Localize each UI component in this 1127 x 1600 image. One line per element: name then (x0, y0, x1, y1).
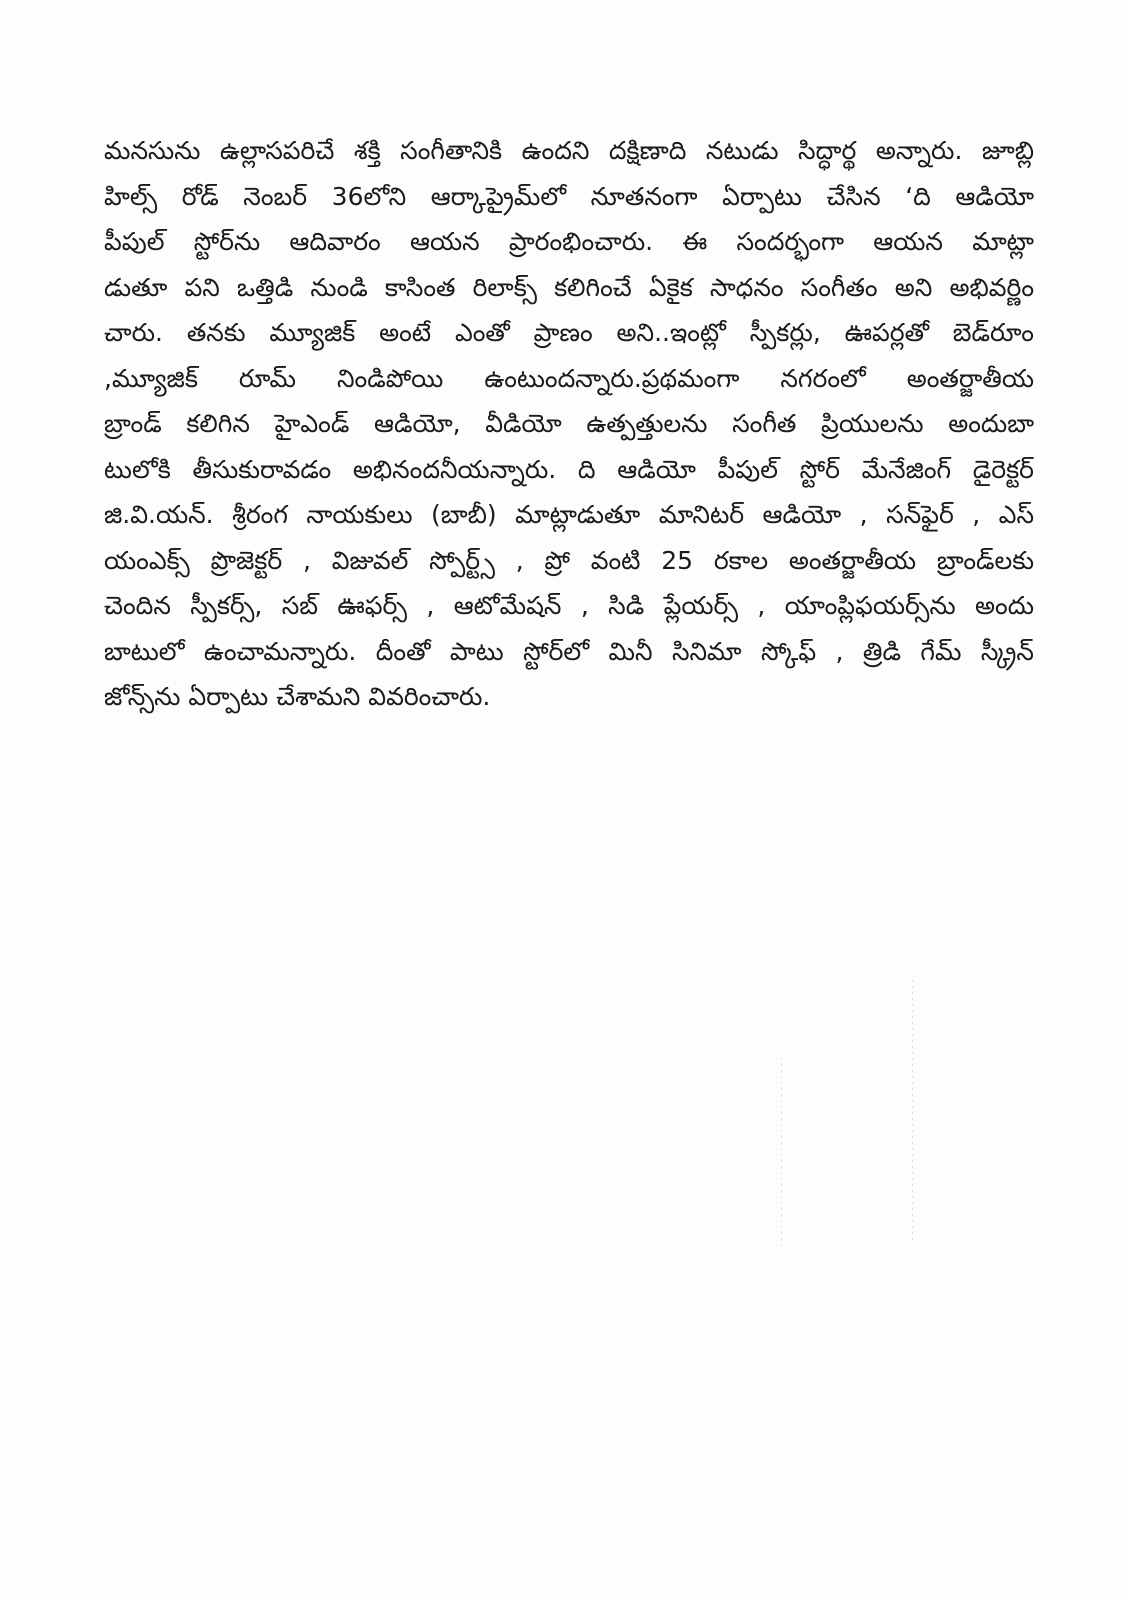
article-line-1: మనసును ఉల్లాసపరిచే శక్తి సంగీతానికి ఉందని దక్షిణాది నటుడు సిద్ధార్థ అన్నారు. జూబ్లి (104, 136, 1034, 165)
article-line-3: పీపుల్ స్టోర్‌ను ఆదివారం ఆయన ప్రారంభించారు. ఈ సందర్భంగా ఆయన మాట్లా (104, 227, 1034, 256)
article-line-13: జోన్స్‌ను ఏర్పాటు చేశామని వివరించారు. (104, 682, 491, 711)
article-line-12: బాటులో ఉంచామన్నారు. దీంతో పాటు స్టోర్‌లో మినీ సినిమా స్కోఫ్ , త్రిడి గేమ్ స్క్రీన్ (104, 636, 1034, 666)
article-line-9: జి.వి.యన్. శ్రీరంగ నాయకులు (బాబీ) మాట్లాడుతూ మానిటర్ ఆడియో , సన్‌ఫైర్ , ఎస్ (104, 500, 1034, 529)
scan-artifact-line (781, 1058, 782, 1248)
article-line-8: టులోకి తీసుకురావడం అభినందనీయన్నారు. ది ఆడియో పీపుల్ స్టోర్ మేనేజింగ్ డైరెక్టర్ (104, 454, 1034, 484)
article-line-6: ,మ్యూజిక్ రూమ్ నిండిపోయి ఉంటుందన్నారు.ప్రథమంగా నగరంలో అంతర్జాతీయ (104, 363, 1034, 393)
article-line-5: చారు. తనకు మ్యూజిక్ అంటే ఎంతో ప్రాణం అని..ఇంట్లో స్పీకర్లు, ఊపర్లతో బెడ్‌రూం (104, 318, 1034, 347)
article-line-10: యంఎక్స్ ప్రొజెక్టర్ , విజువల్ స్పోర్ట్స్ , ప్రో వంటి 25 రకాల అంతర్జాతీయ బ్రాండ్‌లకు (104, 545, 1034, 575)
article-line-2: హిల్స్ రోడ్ నెంబర్ 36లోని ఆర్కాప్రైమ్‌లో నూతనంగా ఏర్పాటు చేసిన ‘ది ఆడియో (104, 181, 1034, 211)
article-line-4: డుతూ పని ఒత్తిడి నుండి కాసింత రిలాక్స్ కలిగించే ఏకైక సాధనం సంగీతం అని అభివర్ణిం (104, 272, 1034, 302)
scan-artifact-line (912, 980, 913, 1240)
article-body (104, 128, 1034, 720)
article-line-7: బ్రాండ్ కలిగిన హైఎండ్ ఆడియో, వీడియో ఉత్పత్తులను సంగీత ప్రియులను అందుబా (104, 409, 1034, 438)
article-line-11: చెందిన స్పీకర్స్, సబ్ ఊఫర్స్ , ఆటోమేషన్ , సిడి ప్లేయర్స్ , యాంప్లిఫయర్స్‌ను అందు (104, 591, 1034, 620)
